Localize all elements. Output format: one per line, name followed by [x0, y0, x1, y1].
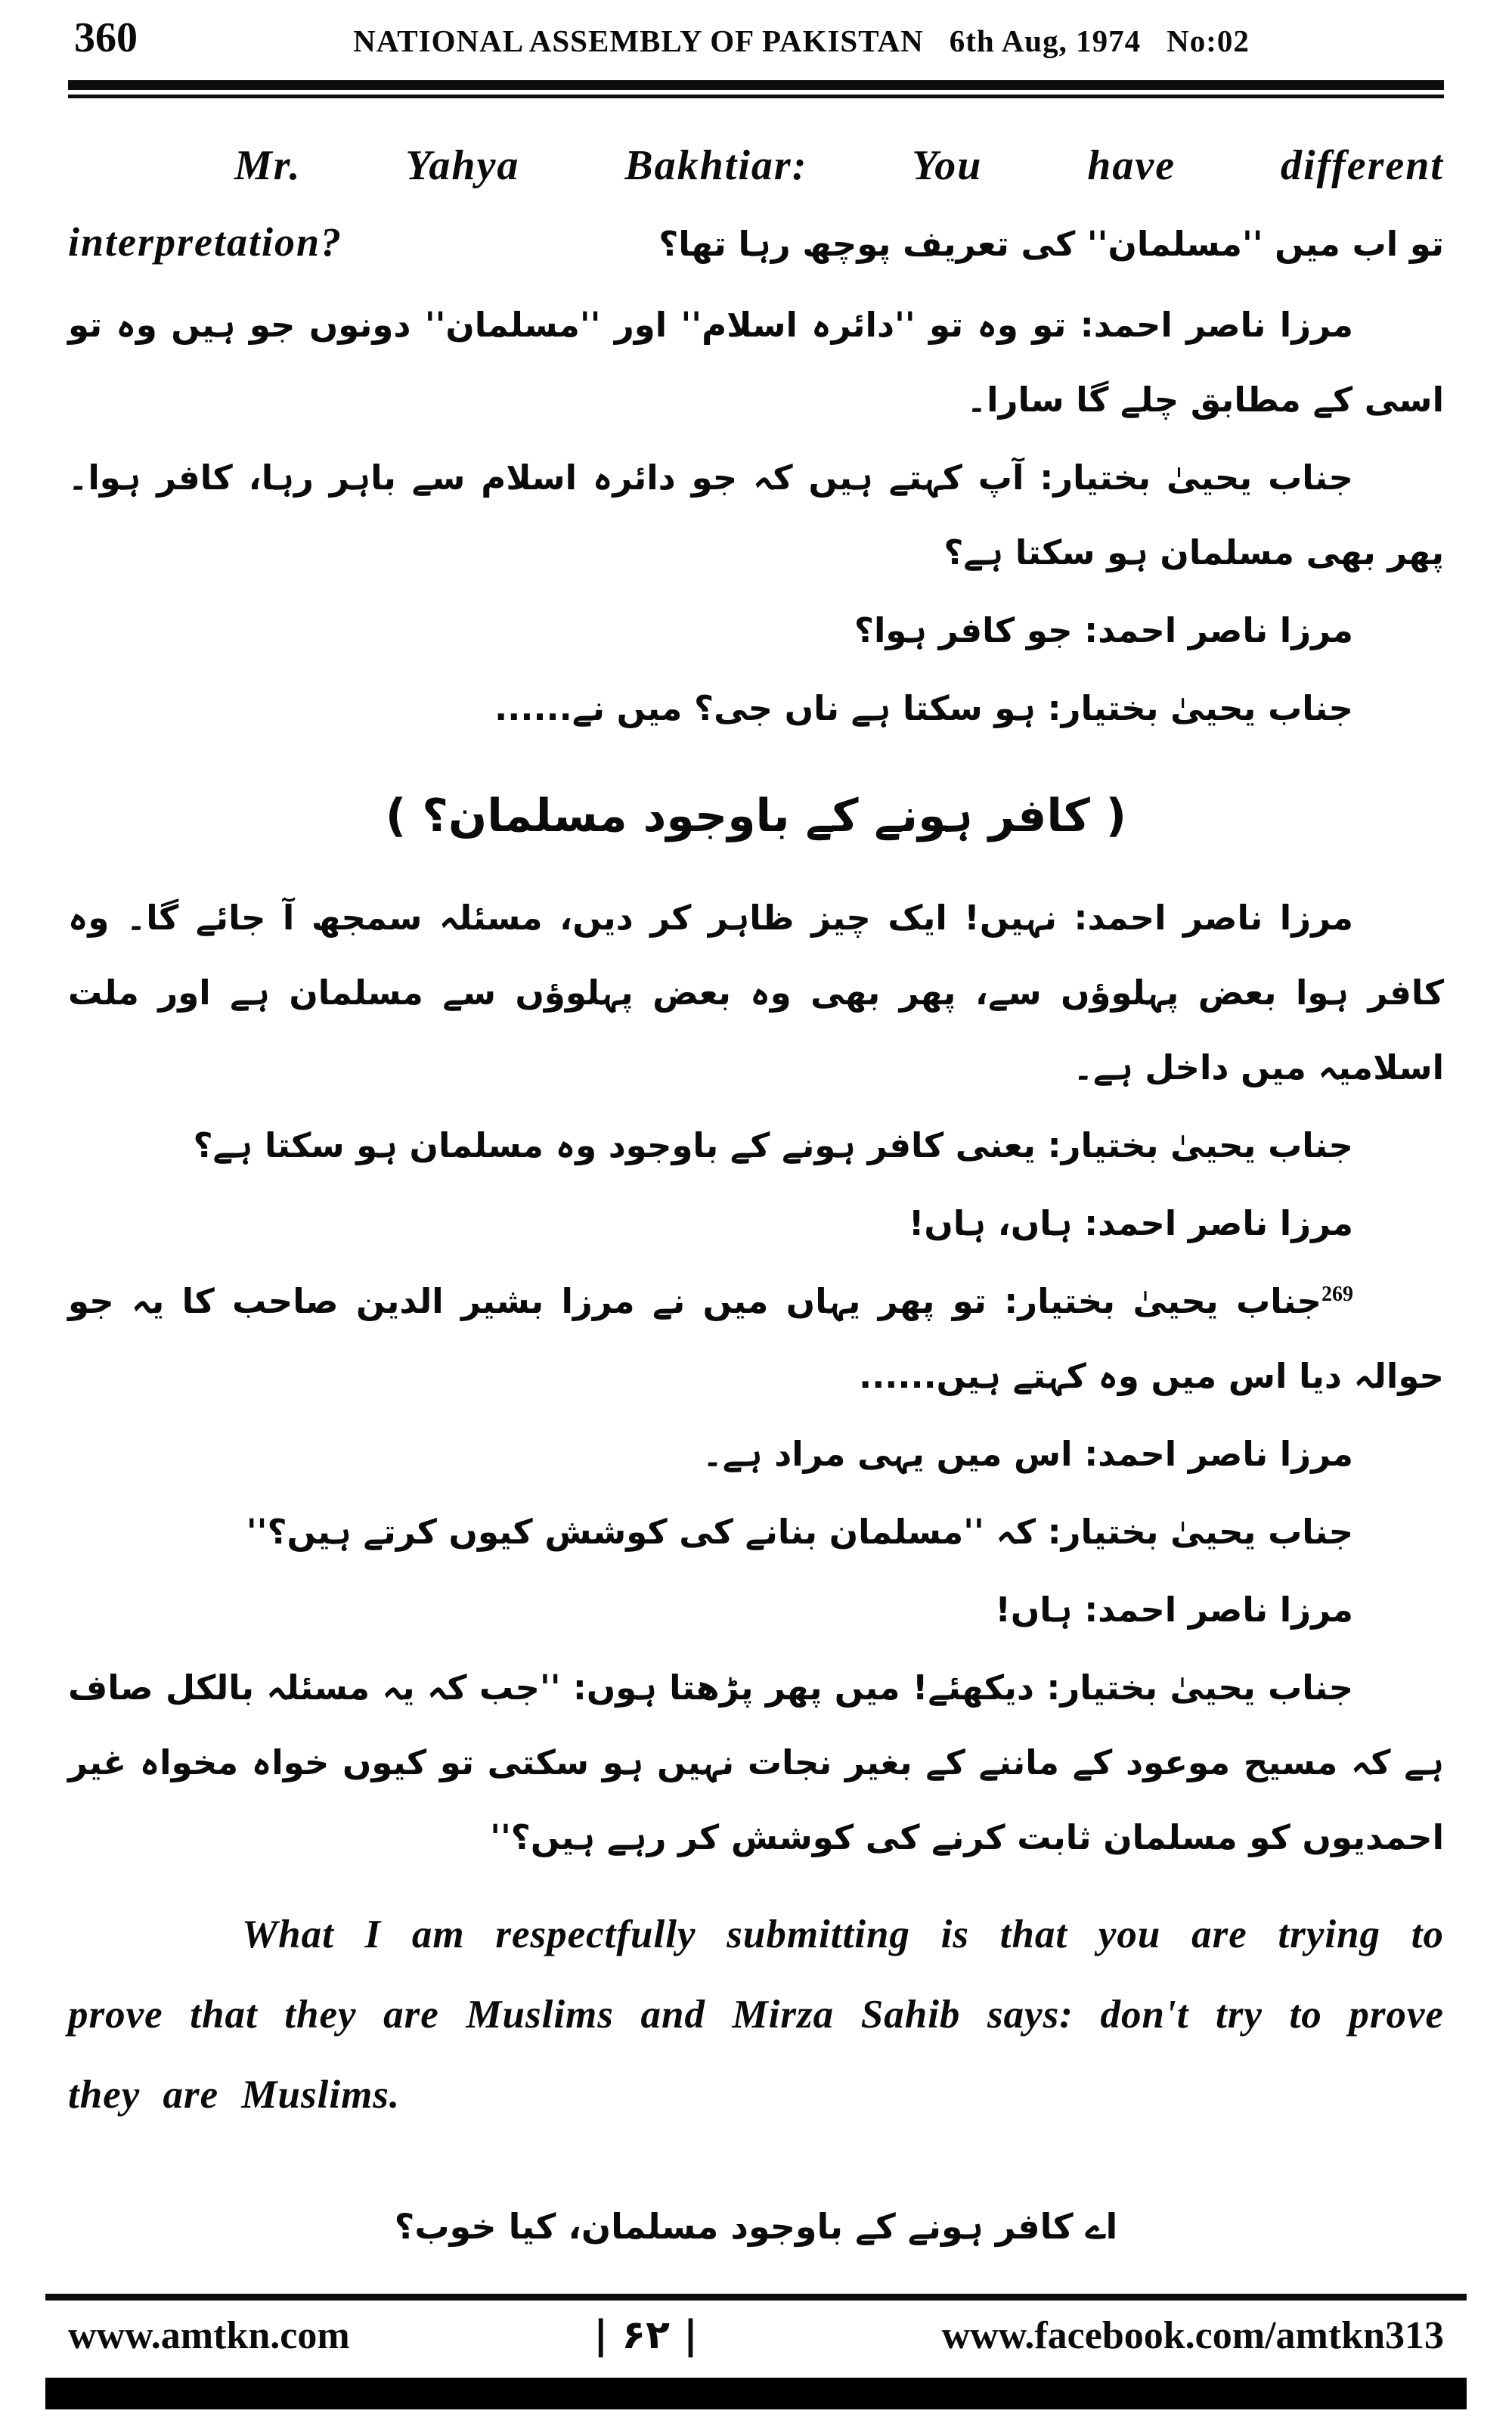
paragraph-urdu: مرزا ناصر احمد: ہاں، ہاں!: [908, 1202, 1353, 1243]
page-header: [68, 14, 1444, 80]
footnote-marker: 269: [1321, 1282, 1353, 1306]
header-issue-number: No:02: [1167, 23, 1250, 58]
paragraph-english: What I am respectfully submitting is that you are trying to prove that they are Muslims and Mirza Sahib says: don't try to prove they are Muslims.: [68, 1912, 1444, 2117]
footer-black-bar: [45, 2378, 1467, 2409]
section-heading: ( کافر ہونے کے باوجود مسلمان؟ ): [385, 789, 1127, 842]
footer-website-url: www.amtkn.com: [68, 2314, 350, 2357]
paragraph-urdu: مرزا ناصر احمد: اس میں یہی مراد ہے۔: [702, 1433, 1353, 1474]
page-number: 360: [74, 14, 138, 61]
paragraph-urdu: جناب یحییٰ بختیار: یعنی کافر ہونے کے باوجود وہ مسلمان ہو سکتا ہے؟: [193, 1125, 1353, 1165]
paragraph-urdu: مرزا ناصر احمد: تو وہ تو ''دائرہ اسلام'' اور ''مسلمان'' دونوں جو ہیں وہ تو اسی کے مطابق چلے گا سارا۔: [68, 304, 1444, 420]
paragraph-urdu: جناب یحییٰ بختیار: آپ کہتے ہیں کہ جو دائرہ اسلام سے باہر رہا، کافر ہوا۔ پھر بھی مسلمان ہو سکتا ہے؟: [68, 457, 1444, 572]
paragraph-urdu: جناب یحییٰ بختیار: دیکھئے! میں پھر پڑھتا ہوں: ''جب کہ یہ مسئلہ بالکل صاف ہے کہ مسیح موعود کے ماننے کے بغیر نجات نہیں ہو سکتی تو کیوں خواہ مخواہ غیر احمدیوں کو مسلمان ثابت کرنے کی کوشش کر رہے ہیں؟'': [68, 1667, 1444, 1857]
assembly-title: NATIONAL ASSEMBLY OF PAKISTAN: [353, 23, 924, 58]
header-date: 6th Aug, 1974: [949, 23, 1142, 58]
header-rule-thick: [68, 80, 1444, 90]
closing-urdu-line: اے کافر ہونے کے باوجود مسلمان، کیا خوب؟: [394, 2205, 1118, 2247]
paragraph-urdu: مرزا ناصر احمد: جو کافر ہوا؟: [854, 610, 1353, 650]
header-rule-thin: [68, 95, 1444, 98]
paragraph-urdu: جناب یحییٰ بختیار: ہو سکتا ہے ناں جی؟ میں نے......: [494, 687, 1353, 728]
mixed-language-line: [68, 206, 1444, 281]
footer-page-number-urdu: | ۶۲ |: [593, 2313, 698, 2358]
paragraph-urdu: مرزا ناصر احمد: نہیں! ایک چیز ظاہر کر دیں، مسئلہ سمجھ آ جائے گا۔ وہ کافر ہوا بعض پہلوؤں سے، پھر بھی وہ بعض پہلوؤں سے مسلمان ہے اور ملت اسلامیہ میں داخل ہے۔: [68, 897, 1444, 1087]
document-body: [68, 133, 1444, 2258]
paragraph-text: جناب یحییٰ بختیار: تو پھر یہاں میں نے مرزا بشیر الدین صاحب کا یہ جو حوالہ دیا اس میں وہ کہتے ہیں......: [68, 1280, 1444, 1396]
footer-text-row: [45, 2313, 1467, 2358]
urdu-question: تو اب میں ''مسلمان'' کی تعریف پوچھ رہا تھا؟: [658, 223, 1444, 264]
english-continuation: interpretation?: [68, 219, 343, 265]
paragraph-urdu: مرزا ناصر احمد: ہاں!: [995, 1589, 1353, 1630]
paragraph-urdu: جناب یحییٰ بختیار: کہ ''مسلمان بنانے کی کوشش کیوں کرتے ہیں؟'': [246, 1511, 1353, 1552]
header-title-row: [159, 23, 1444, 59]
speaker-english-line: Mr. Yahya Bakhtiar: You have different: [234, 142, 1444, 189]
footer-facebook-url: www.facebook.com/amtkn313: [941, 2314, 1444, 2357]
page-footer: [45, 2294, 1467, 2409]
paragraph-urdu-with-footnote: [68, 1264, 1444, 1413]
footer-rule: [45, 2294, 1467, 2301]
